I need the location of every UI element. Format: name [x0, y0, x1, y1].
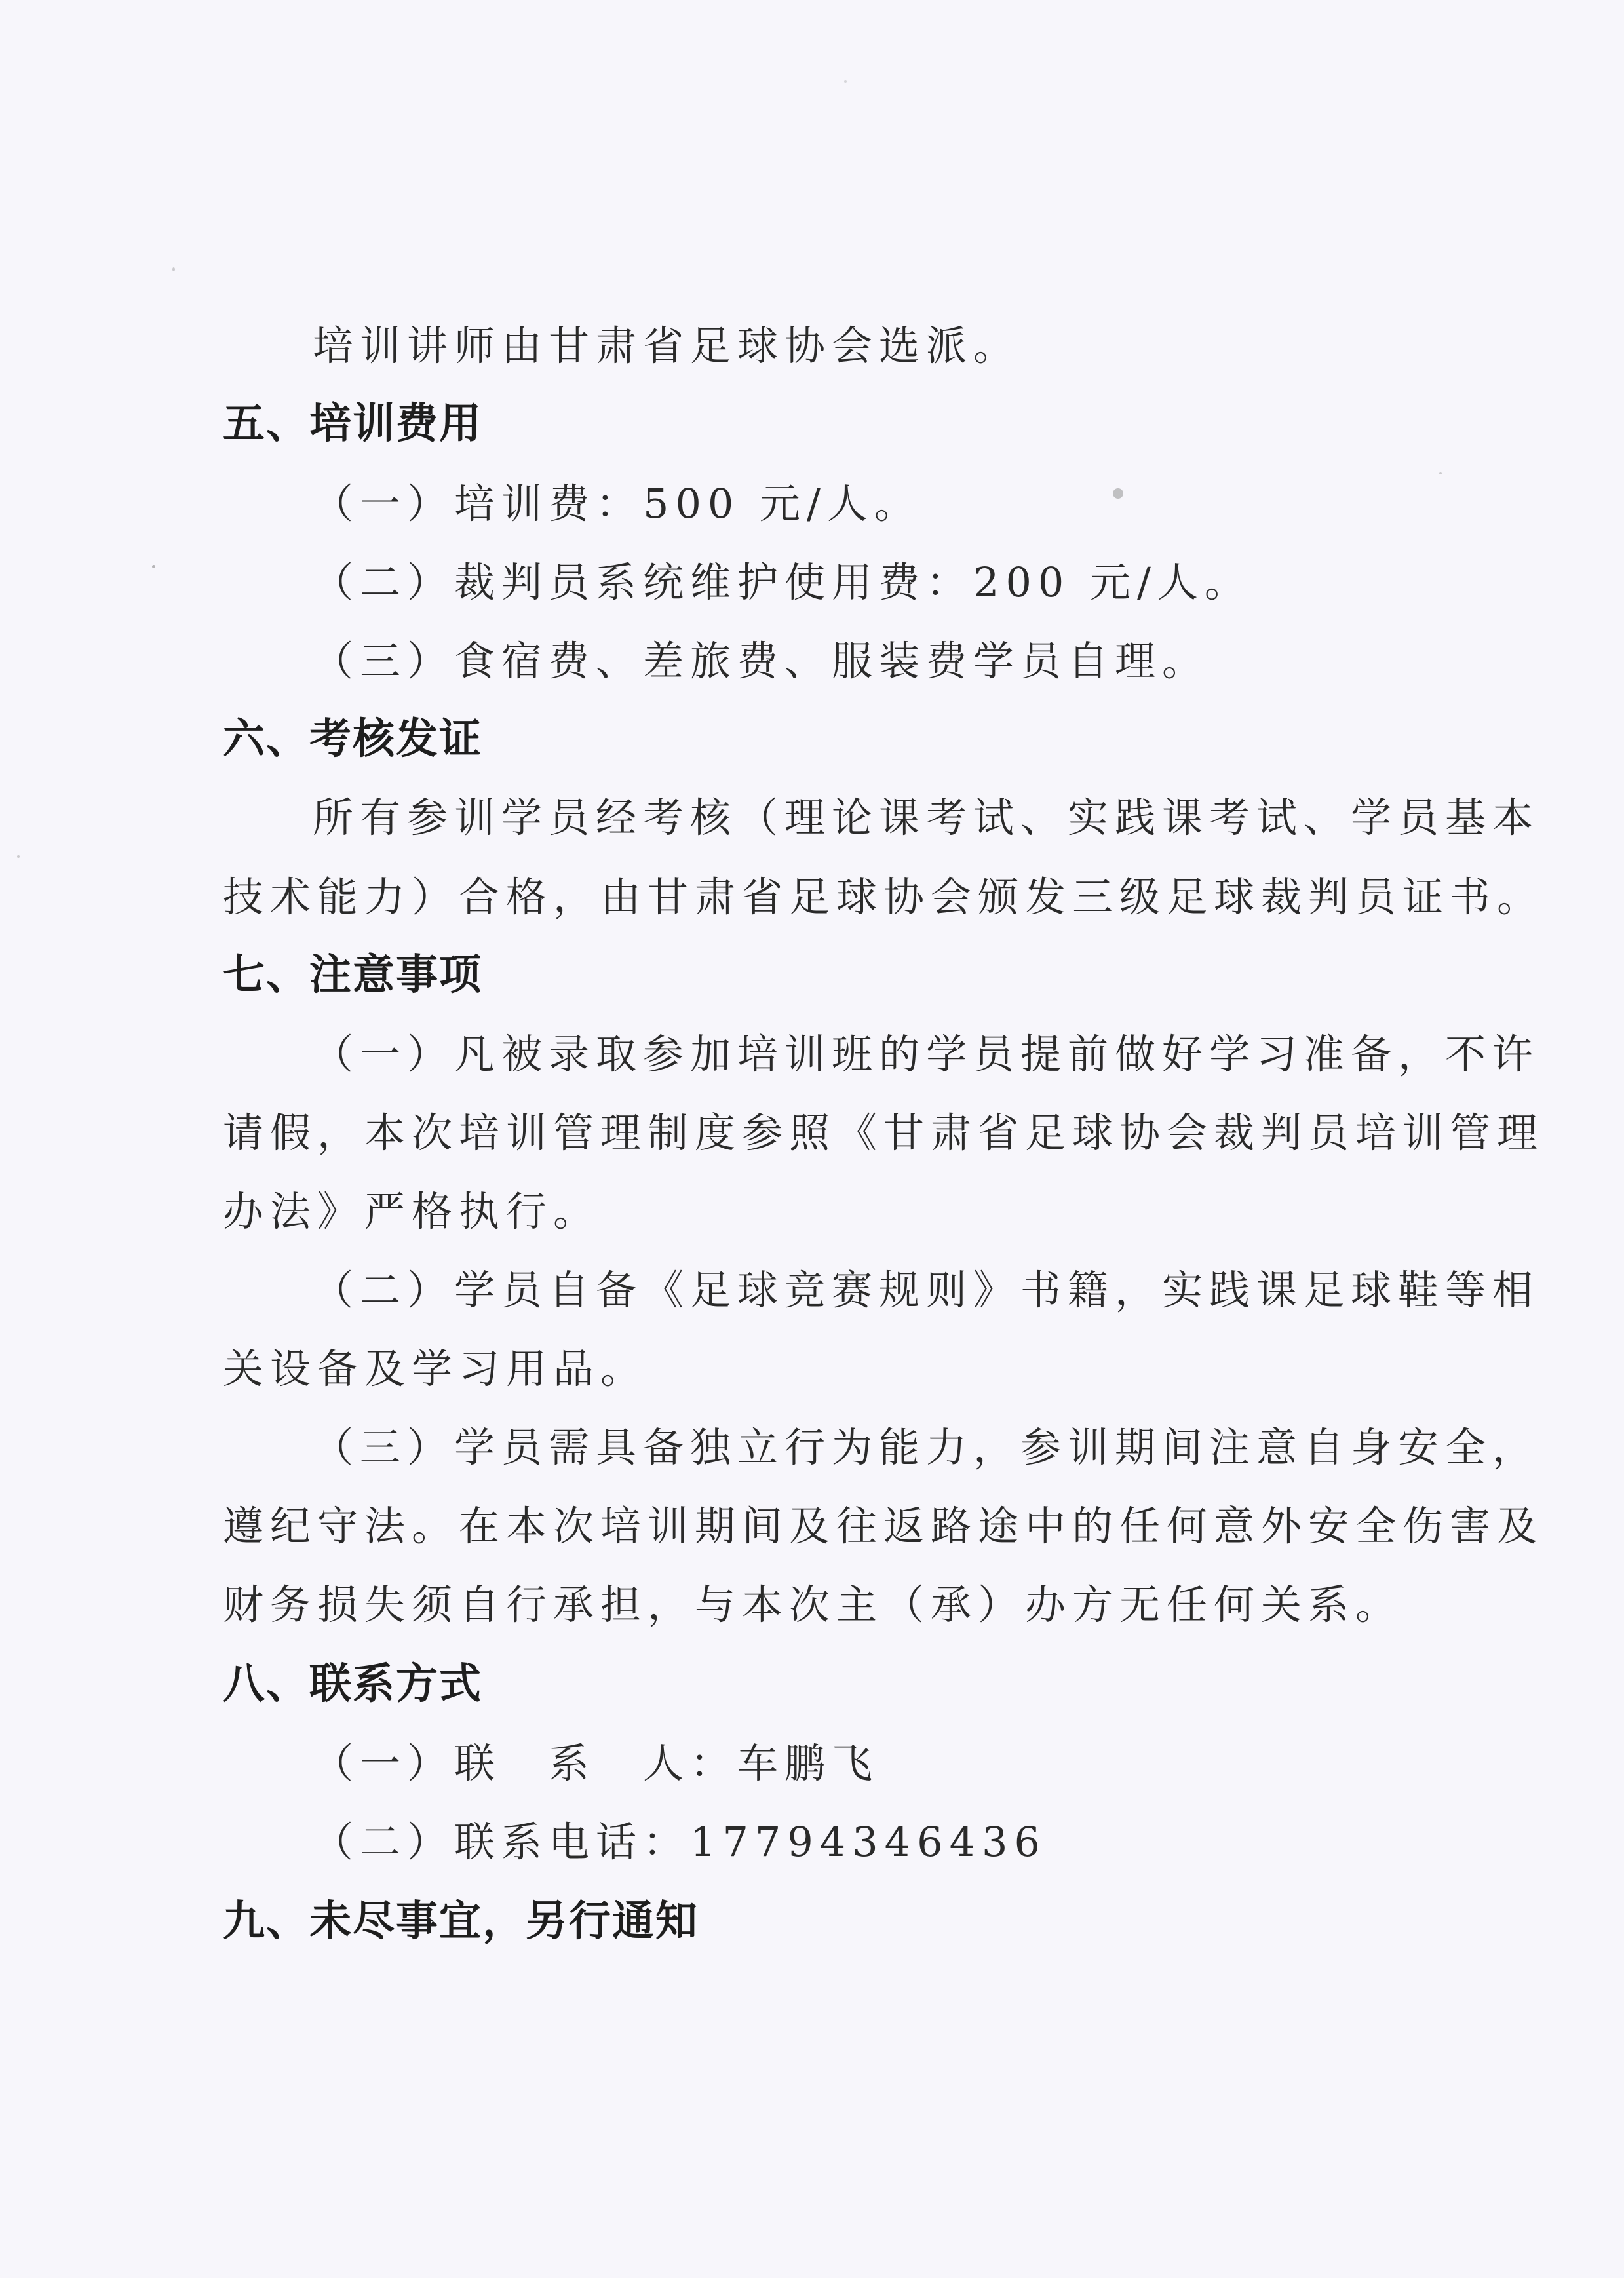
- scan-speck: [17, 855, 20, 858]
- heading-notes: 七、注意事项: [223, 951, 482, 999]
- fee-item-training: （一）培训费：500 元/人。: [313, 480, 921, 528]
- contact-phone: （二）联系电话：17794346436: [313, 1818, 1047, 1866]
- fee-item-self-paid: （三）食宿费、差旅费、服装费学员自理。: [313, 637, 1210, 685]
- assessment-line-2: 技术能力）合格，由甘肃省足球协会颁发三级足球裁判员证书。: [223, 873, 1545, 921]
- note-3-line-3: 财务损失须自行承担，与本次主（承）办方无任何关系。: [223, 1581, 1403, 1629]
- scan-speck: [152, 565, 155, 568]
- scan-speck: [172, 267, 175, 271]
- heading-other-matters: 九、未尽事宜，另行通知: [223, 1897, 699, 1946]
- scan-speck: [844, 80, 847, 83]
- scan-speck: [1439, 472, 1442, 474]
- contact-person: （一）联 系 人：车鹏飞: [313, 1739, 880, 1787]
- heading-contact: 八、联系方式: [223, 1660, 482, 1708]
- note-1-line-1: （一）凡被录取参加培训班的学员提前做好学习准备，不许: [313, 1030, 1540, 1078]
- fee-item-system-maintenance: （二）裁判员系统维护使用费：200 元/人。: [313, 558, 1252, 606]
- note-3-line-1: （三）学员需具备独立行为能力，参训期间注意自身安全，: [313, 1423, 1540, 1471]
- note-2-line-2: 关设备及学习用品。: [223, 1345, 648, 1393]
- note-1-line-3: 办法》严格执行。: [223, 1187, 601, 1235]
- scan-speck: [1113, 488, 1123, 499]
- paragraph-instructor: 培训讲师由甘肃省足球协会选派。: [313, 322, 1021, 370]
- note-3-line-2: 遵纪守法。在本次培训期间及往返路途中的任何意外安全伤害及: [223, 1502, 1545, 1550]
- note-2-line-1: （二）学员自备《足球竞赛规则》书籍，实践课足球鞋等相: [313, 1266, 1540, 1314]
- note-1-line-2: 请假，本次培训管理制度参照《甘肃省足球协会裁判员培训管理: [223, 1109, 1545, 1157]
- heading-assessment: 六、考核发证: [223, 715, 482, 763]
- heading-training-fees: 五、培训费用: [223, 400, 482, 448]
- assessment-line-1: 所有参训学员经考核（理论课考试、实践课考试、学员基本: [313, 794, 1540, 841]
